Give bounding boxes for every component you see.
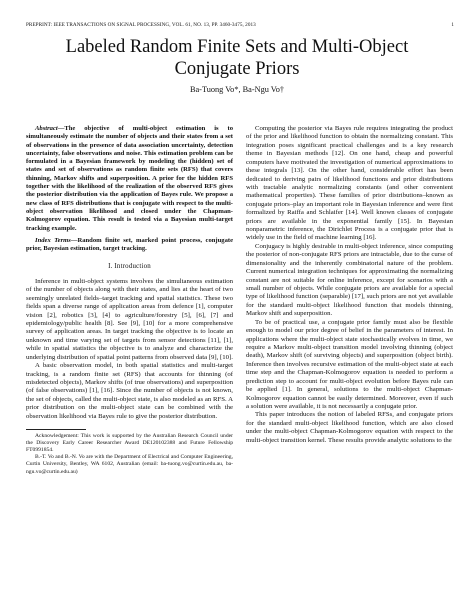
paper-title: Labeled Random Finite Sets and Multi-Object Conjugate Priors <box>65 37 409 79</box>
index-terms-label: Index Terms <box>35 236 71 244</box>
body-paragraph-2: Conjugacy is highly desirable in multi-object inference, since computing the posterior of non-conjugate RFS priors are intractable, due to the curse of dimensionality and the inherently combinatorial nature of the problem. Current numerical integration techniques for approximating the normalizing constant are not suitable for online inference, except for scenarios with a small number of objects. While conjugate priors are available for a special type of likelihood function (separable) [17], such priors are not yet available for the standard multi-object likelihood function that models thinning, Markov shift and superposition. <box>246 242 453 318</box>
running-head-text: PREPRINT: IEEE TRANSACTIONS ON SIGNAL PROCESSING, VOL. 61, NO. 13, PP. 3460-3475, 2013 <box>26 22 256 28</box>
page-number: 1 <box>451 22 454 28</box>
body-paragraph-3: To be of practical use, a conjugate prior family must also be flexible enough to model our prior degree of belief in the parameters of interest. In applications where the multi-object state stochastically evolves in time, we require a Markov multi-object transition model involving thinning (object death), Markov shift (of surviving objects) and superposition (object birth). Inference then involves recursive estimation of the multi-object state at each time step and the Chapman-Kolmogorov equation is needed to perform a prediction step to account for multi-object evolution before Bayes rule can be applied [1]. In general, solutions to the multi-object Chapman-Kolmogorov equation cannot be easily determined. Moreover, even if such a solution were available, it is not necessarily a conjugate prior. <box>246 318 453 410</box>
footnote-divider <box>26 429 86 430</box>
intro-paragraph-1: Inference in multi-object systems involves the simultaneous estimation of the number of objects along with their states, and lies at the heart of two seemingly unrelated fields–target tracking and spatial statistics. These two fields span a diverse range of application areas from defence [1], computer vision [2], robotics [3], [4] to agriculture/forestry [5], [6], [7] and epidemiology/public health [8]. See [9], [10] for a more comprehensive survey of application areas. In target tracking the objective is to locate an unknown and time varying set of targets from sensor detections [11], [1], while in spatial statistics the objective is to analyze and characterize the underlying distribution of spatial point patterns from observed data [9], [10]. <box>26 277 233 361</box>
left-column <box>26 125 233 605</box>
body-paragraph-4: This paper introduces the notion of labeled RFSs, and conjugate priors for the standard multi-object likelihood function, which are also closed under the multi-object Chapman-Kolmogorov equation with respect to the multi-object transition kernel. These results provide analytic solutions to the <box>246 411 453 444</box>
intro-paragraph-2: A basic observation model, in both spatial statistics and multi-target tracking, is a random finite set (RFS) that accounts for thinning (of misdetected objects), Markov shifts (of true observations) and superposition (of false observations) [1], [16]. Since the number of objects is not known, the set of objects, called the multi-object state, is also modeled as an RFS. A prior distribution on the multi-object state can be combined with the observation likelihood via Bayes rule to give the posterior distribution. <box>26 362 233 420</box>
section-heading-introduction: I. Introduction <box>108 263 151 271</box>
abstract-text: —The objective of multi-object estimation is to simultaneously estimate the number of objects and their states from a set of observations in the presence of data association uncertainty, detection uncertainty, false observations and noise. This estimation problem can be formulated in a Bayesian framework by modeling the (hidden) set of states and set of observations as random finite sets (RFS) that covers thinning, Markov shifts and superposition. A prior for the hidden RFS together with the likelihood of the realization of the observed RFS gives the posterior distribution via the application of Bayes rule. We propose a new class of RFS distributions that is conjugate with respect to the multi-object observation likelihood and closed under the Chapman-Kolmogorov equation. This result is tested via a Bayesian multi-target tracking example. <box>26 125 233 232</box>
index-terms-text: —Random finite set, marked point process, conjugate prior, Bayesian estimation, target tracking. <box>26 236 233 253</box>
index-terms <box>26 237 233 254</box>
body-paragraph-1: Computing the posterior via Bayes rule requires integrating the product of the prior and likelihood function to obtain the normalizing constant. This integration poses significant practical challenges and is a key research theme in Bayesian methods [12]. On one hand, cheap and powerful computers have motivated the investigation of numerical approximations to these integrals [13]. On the other hand, considerable effort has been dedicated to deriving pairs of likelihood functions and prior distributions with tractable analytic normalizing constants (and other convenient mathematical properties). These families of prior distributions–known as conjugate priors–play an important role in Bayesian inference and were first formalized by Raiffa and Schlaifer [14]. Well known classes of conjugate priors are available in the exponential family [15]. In Bayesian nonparametric inference, the Dirichlet Process is a conjugate prior that is widely use in the field of machine learning [16]. <box>246 125 453 242</box>
abstract <box>26 125 233 233</box>
footnote-acknowledgement: Acknowledgement: This work is supported by the Australian Research Council under the Discovery Early Career Researcher Award DE120102388 and Future Fellowship FT0991854. <box>26 433 233 454</box>
footnote-affiliation: B.-T. Vo and B.-N. Vo are with the Department of Electrical and Computer Engineering, Curtin University, Bentley, WA 6102, Australian (email: ba-tuong.vo@curtin.edu.au, ba-ngu.vo@curtin.edu.au) <box>26 454 233 475</box>
right-column <box>246 125 453 605</box>
author-line: Ba-Tuong Vo*, Ba-Ngu Vo† <box>189 85 285 94</box>
abstract-label: Abstract <box>35 125 58 132</box>
running-header <box>26 21 454 30</box>
